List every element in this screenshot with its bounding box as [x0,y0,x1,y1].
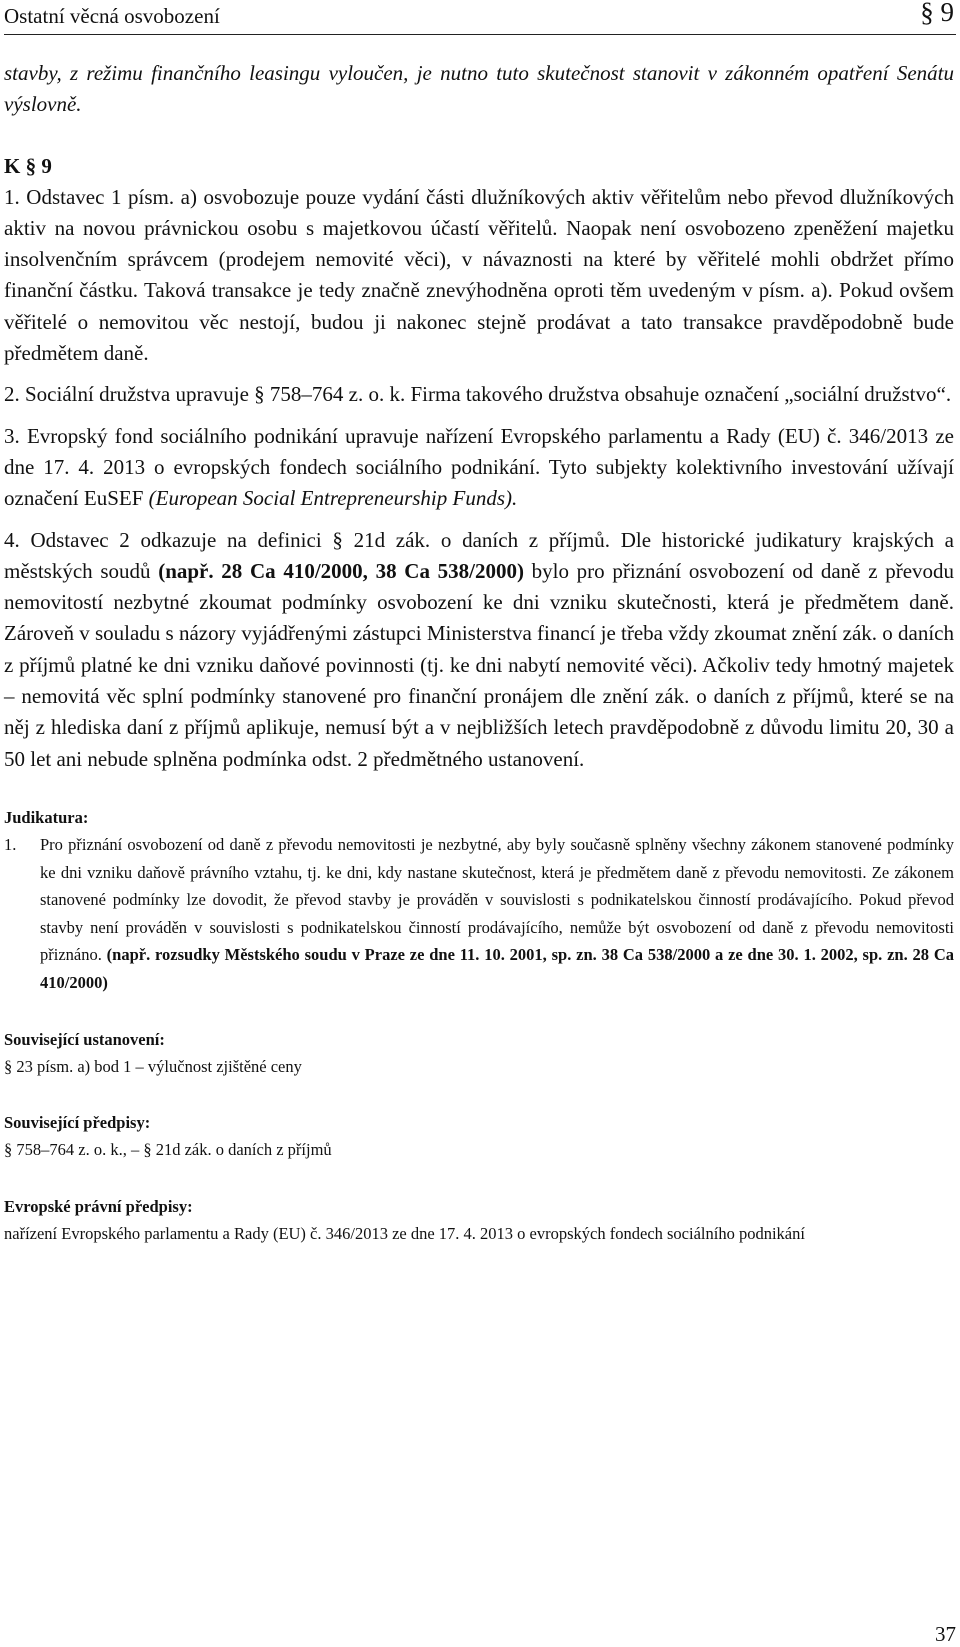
paragraph-4-text-c: bylo pro přiznání osvobození od daně z převodu nemovitostí nezbytné zkoumat podmínky osvobození ke dni vzniku skutečnosti, která je předmětem daně. Zároveň v souladu s názory vyjádřenými zástupci Ministerstva financí je třeba vždy zkoumat znění zák. o daních z příjmů platné ke dni vzniku daňové povinnosti (tj. ke dni nabytí nemovité věci). Ačkoliv tedy hmotný majetek – nemovitá věc splní podmínky stanovené pro finanční pronájem dle znění zák. o daních z příjmů, které se na něj z hlediska daní z příjmů aplikuje, nemusí být a v nejbližších letech pravděpodobně z důvodu limitu 20, 30 a 50 let ani nebude splněna podmínka odst. 2 předmětného ustanovení. [4,558,955,771]
judikatura-item-body: Pro přiznání osvobození od daně z převodu nemovitosti je nezbytné, aby byly současně splněny všechny zákonem stanovené podmínky ke dni vzniku daňově právního vztahu, tj. ke dni, kdy nastane skutečnost, která je předmětem daně z převodu nemovitosti. Ze zákonem stanovené podmínky lze dovodit, že převod stavby je prováděn v souvislosti s podnikatelskou činností prodávajícího. Pokud převod stavby není prováděn v souvislosti s podnikatelskou činností prodávajícího, nemůže být osvobození od daně z převodu nemovitosti přiznáno. [40,834,954,965]
souvisejici-ustanoveni-text: § 23 písm. a) bod 1 – výlučnost zjištěné ceny [4,1056,302,1076]
judikatura-item [4,831,954,997]
paragraph-3-text: 3. Evropský fond sociálního podnikání upravuje nařízení Evropského parlamentu a Rady (EU) č. 346/2013 ze dne 17. 4. 2013 o evropských fondech sociálního podnikání. Tyto subjekty kolektivního investování užívají označení EuSEF [4,423,954,511]
commentary-paragraph-2: 2. Sociální družstva upravuje § 758–764 z. o. k. Firma takového družstva obsahuje označení „sociální družstvo“. [4,382,952,407]
souvisejici-predpisy-heading: Související předpisy: [4,1113,151,1133]
header-title: Ostatní věcná osvobození [4,4,220,28]
intro-paragraph: stavby, z režimu finančního leasingu vyloučen, je nutno tuto skutečnost stanovit v zákonném opatření Senátu výslovně. [4,61,954,117]
evropske-predpisy-heading: Evropské právní předpisy: [4,1196,193,1216]
judikatura-item-citation: (např. rozsudky Městského soudu v Praze ze dne 11. 10. 2001, sp. zn. 38 Ca 538/2000 a ze dne 30. 1. 2002, sp. zn. 28 Ca 410/2000) [40,945,954,992]
commentary-paragraph-3 [4,421,954,515]
page-content [4,58,954,1247]
judikatura-item-number: 1. [4,834,17,854]
page-number: 37 [935,1622,956,1646]
commentary-paragraph-1: 1. Odstavec 1 písm. a) osvobozuje pouze vydání části dlužníkových aktiv věřitelům nebo převod dlužníkových aktiv na novou právnickou osobu s majetkovou účastí věřitelů. Naopak není osvobozeno zpeněžení majetku insolvenčním správcem (prodejem nemovité věci), v návaznosti na které by věřitelé mohli obdržet přímo finanční částku. Taková transakce je tedy značně znevýhodněna oproti těm uvedeným v písm. a). Pokud ovšem věřitelé o nemovitou věc nestojí, budou ji nakonec stejně prodávat a tato transakce pravděpodobně bude předmětem daně. [4,184,954,366]
paragraph-3-italic: (European Social Entrepreneurship Funds). [148,486,518,511]
judikatura-heading: Judikatura: [4,807,89,827]
evropske-predpisy-text: nařízení Evropského parlamentu a Rady (EU) č. 346/2013 ze dne 17. 4. 2013 o evropských fondech sociálního podnikání [4,1223,805,1243]
header-section-mark: § 9 [920,0,954,27]
judikatura-item-text [40,831,954,997]
commentary-paragraph-4 [4,525,954,775]
souvisejici-predpisy-text: § 758–764 z. o. k., – § 21d zák. o daních z příjmů [4,1140,332,1160]
running-header [4,0,956,35]
souvisejici-ustanoveni-heading: Související ustanovení: [4,1029,165,1049]
paragraph-4-case-ref: (např. 28 Ca 410/2000, 38 Ca 538/2000) [158,558,524,583]
k-section-heading: K § 9 [4,153,52,178]
paragraph-4-text-a: 4. Odstavec 2 odkazuje na definici § 21d zák. o daních z příjmů. Dle historické judikatury krajských a městských soudů [4,527,954,583]
